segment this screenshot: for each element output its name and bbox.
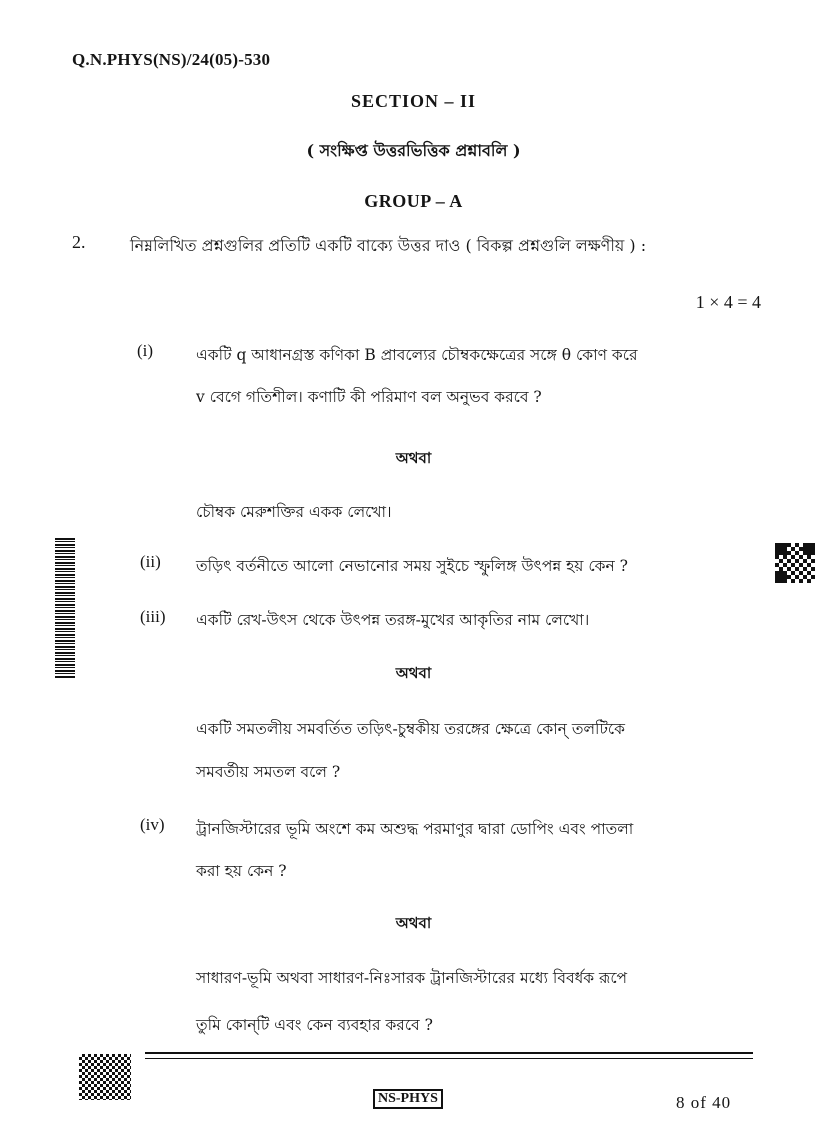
footer-rule (145, 1052, 753, 1054)
item-iii-or: অথবা (395, 664, 432, 682)
item-iv-line2: করা হয় কেন ? (196, 862, 287, 880)
item-iv-alt1: সাধারণ-ভূমি অথবা সাধারণ-নিঃসারক ট্রানজিস্টারের মধ্যে বিবর্ধক রূপে (196, 969, 628, 987)
item-i-alt1: চৌম্বক মেরুশক্তির একক লেখো। (196, 503, 392, 521)
footer-label: NS-PHYS (373, 1089, 443, 1109)
group-heading: GROUP – A (364, 191, 463, 211)
question-instruction: নিম্নলিখিত প্রশ্নগুলির প্রতিটি একটি বাক্যে উত্তর দাও ( বিকল্প প্রশ্নগুলি লক্ষণীয় ) : (130, 236, 647, 255)
item-iv-alt2: তুমি কোন্‌টি এবং কেন ব্যবহার করবে ? (196, 1016, 433, 1034)
section-subtitle: ( সংক্ষিপ্ত উত্তরভিত্তিক প্রশ্নাবলি ) (306, 141, 521, 160)
qr-code-right (775, 543, 815, 583)
item-i-number: (i) (137, 341, 154, 360)
section-heading: SECTION – II (350, 91, 477, 111)
item-i-line2: v বেগে গতিশীল। কণাটি কী পরিমাণ বল অনুভব করবে ? (196, 388, 542, 406)
item-ii-line1: তড়িৎ বর্তনীতে আলো নেভানোর সময় সুইচে স্ফুলিঙ্গ উৎপন্ন হয় কেন ? (196, 557, 628, 575)
question-number: 2. (72, 232, 86, 252)
question-marks: 1 × 4 = 4 (695, 292, 761, 312)
item-i-line1: একটি q আধানগ্রস্ত কণিকা B প্রাবল্যের চৌম্বকক্ষেত্রের সঙ্গে θ কোণ করে (196, 346, 638, 364)
barcode-left (55, 538, 75, 678)
item-iv-or: অথবা (395, 914, 432, 932)
qr-code-bottom (79, 1054, 131, 1100)
item-iii-line1: একটি রেখ-উৎস থেকে উৎপন্ন তরঙ্গ-মুখের আকৃতির নাম লেখো। (196, 611, 590, 629)
paper-code: Q.N.PHYS(NS)/24(05)-530 (72, 50, 271, 69)
footer-rule-thin (145, 1058, 753, 1059)
item-i-or: অথবা (395, 449, 432, 467)
item-iii-alt2: সমবর্তীয় সমতল বলে ? (196, 763, 341, 781)
page-number: 8 of 40 (676, 1093, 732, 1112)
item-iv-line1: ট্রানজিস্টারের ভূমি অংশে কম অশুদ্ধ পরমাণুর দ্বারা ডোপিং এবং পাতলা (196, 820, 634, 838)
item-iii-number: (iii) (140, 607, 166, 626)
item-iv-number: (iv) (140, 815, 165, 834)
item-ii-number: (ii) (140, 552, 161, 571)
item-iii-alt1: একটি সমতলীয় সমবর্তিত তড়িৎ-চুম্বকীয় তরঙ্গের ক্ষেত্রে কোন্ তলটিকে (196, 720, 625, 738)
